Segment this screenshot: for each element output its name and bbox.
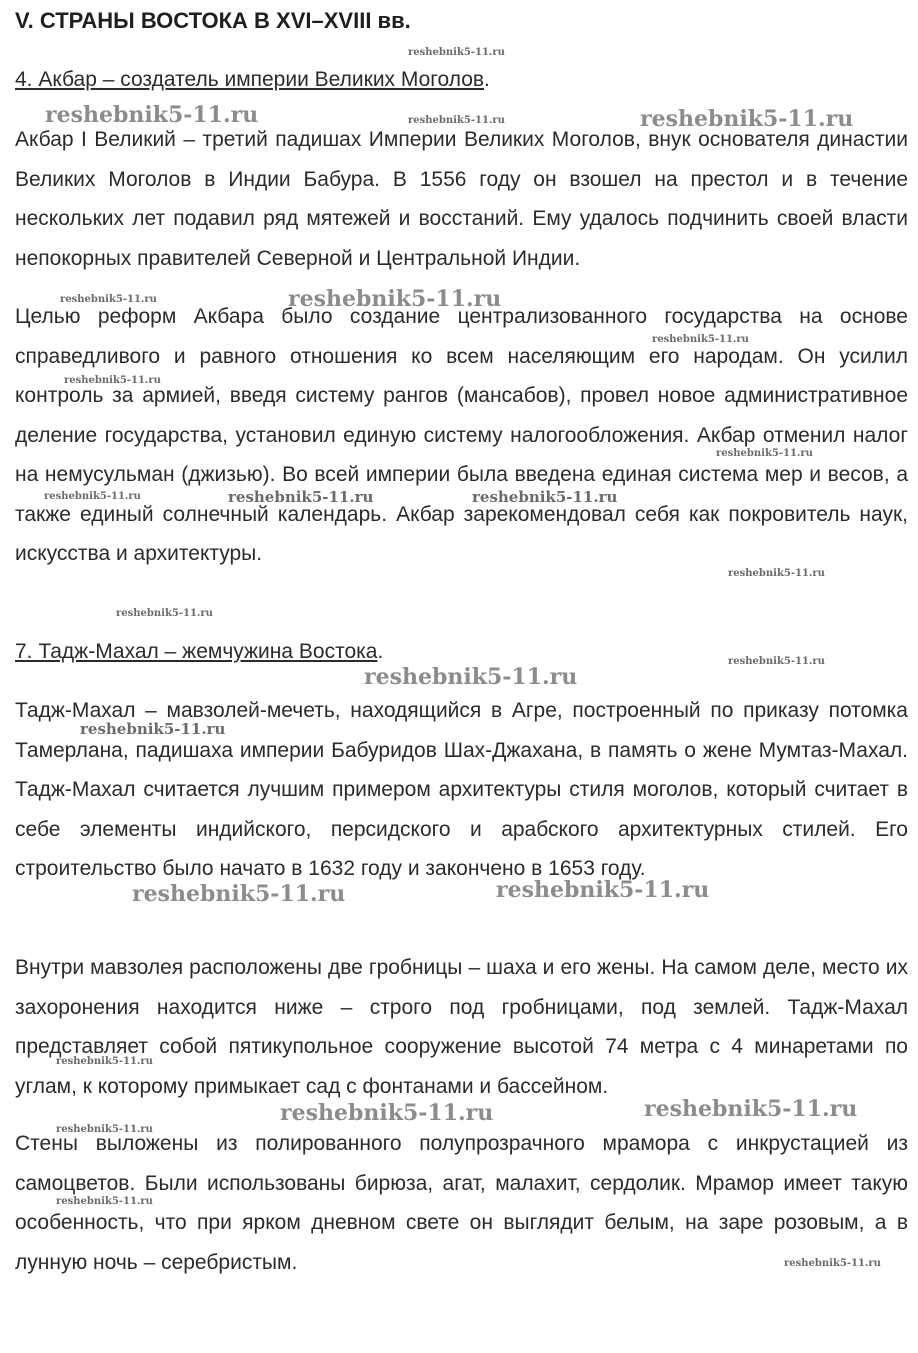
watermark: reshebnik5-11.ru	[80, 720, 226, 738]
section-heading-taj-mahal-period: .	[377, 640, 384, 663]
watermark: reshebnik5-11.ru	[784, 1258, 881, 1269]
watermark: reshebnik5-11.ru	[56, 1124, 153, 1135]
watermark: reshebnik5-11.ru	[116, 608, 213, 619]
paragraph-taj-mahal-1: Тадж-Махал – мавзолей-мечеть, находящийся в Агре, построенный по приказу потомка Тамерлана, падишаха империи Бабуридов Шах-Джахана, в память о жене Мумтаз-Махал. Тадж-Махал считается лучшим примером архитектуры стиля моголов, который считает в себе элементы индийского, персидского и арабского архитектурных стилей. Его строительство было начато в 1632 году и закончено в 1653 году.	[15, 699, 908, 880]
paragraph-akbar-1: Акбар I Великий – третий падишах Империи Великих Моголов, внук основателя династии Великих Моголов в Индии Бабура. В 1556 году он взошел на престол и в течение нескольких лет подавил ряд мятежей и восстаний. Ему удалось подчинить своей власти непокорных правителей Северной и Центральной Индии.	[15, 128, 908, 270]
watermark: reshebnik5-11.ru	[288, 286, 502, 312]
paragraph-taj-mahal-2: Внутри мавзолея расположены две гробницы – шаха и его жены. На самом деле, место их захоронения находится ниже – строго под гробницами, под землей. Тадж-Махал представляет собой пятикупольное сооружение высотой 74 метра с 4 минаретами по углам, к которому примыкает сад с фонтанами и бассейном.	[15, 956, 908, 1098]
watermark: reshebnik5-11.ru	[496, 877, 710, 903]
watermark: reshebnik5-11.ru	[64, 375, 161, 386]
watermark: reshebnik5-11.ru	[408, 47, 505, 58]
watermark: reshebnik5-11.ru	[44, 491, 141, 502]
watermark: reshebnik5-11.ru	[56, 1056, 153, 1067]
watermark: reshebnik5-11.ru	[640, 106, 854, 132]
watermark: reshebnik5-11.ru	[652, 334, 749, 345]
watermark: reshebnik5-11.ru	[716, 448, 813, 459]
watermark: reshebnik5-11.ru	[60, 294, 157, 305]
section-heading-akbar-period: .	[484, 68, 490, 91]
watermark: reshebnik5-11.ru	[228, 488, 374, 506]
section-heading-taj-mahal	[15, 640, 383, 664]
paragraph-akbar-2: Целью реформ Акбара было создание централизованного государства на основе справедливого и равного отношения ко всем населяющим его народам. Он усилил контроль за армией, введя систему рангов (мансабов), провел новое административное деление государства, установил единую систему налогообложения. Акбар отменил налог на немусульман (джизью). Во всей империи была введена единая система мер и весов, а также единый солнечный календарь. Акбар зарекомендовал себя как покровитель наук, искусства и архитектуры.	[15, 305, 908, 565]
watermark: reshebnik5-11.ru	[280, 1100, 494, 1126]
watermark: reshebnik5-11.ru	[364, 664, 578, 690]
watermark: reshebnik5-11.ru	[132, 881, 346, 907]
watermark: reshebnik5-11.ru	[472, 488, 618, 506]
watermark: reshebnik5-11.ru	[644, 1096, 858, 1122]
section-heading-akbar	[15, 68, 490, 92]
section-heading-akbar-text: 4. Акбар – создатель империи Великих Моголов	[15, 68, 485, 91]
watermark: reshebnik5-11.ru	[728, 568, 825, 579]
page-title: V. СТРАНЫ ВОСТОКА В XVI–XVIII вв.	[15, 8, 411, 33]
watermark: reshebnik5-11.ru	[408, 115, 505, 126]
watermark: reshebnik5-11.ru	[56, 1196, 153, 1207]
watermark: reshebnik5-11.ru	[45, 102, 259, 128]
section-heading-taj-mahal-text: 7. Тадж-Махал – жемчужина Востока	[15, 640, 378, 663]
watermark: reshebnik5-11.ru	[728, 656, 825, 667]
paragraph-taj-mahal-3: Стены выложены из полированного полупрозрачного мрамора с инкрустацией из самоцветов. Были использованы бирюза, агат, малахит, сердолик. Мрамор имеет такую особенность, что при ярком дневном свете он выглядит белым, на заре розовым, а в лунную ночь – серебристым.	[15, 1132, 908, 1274]
